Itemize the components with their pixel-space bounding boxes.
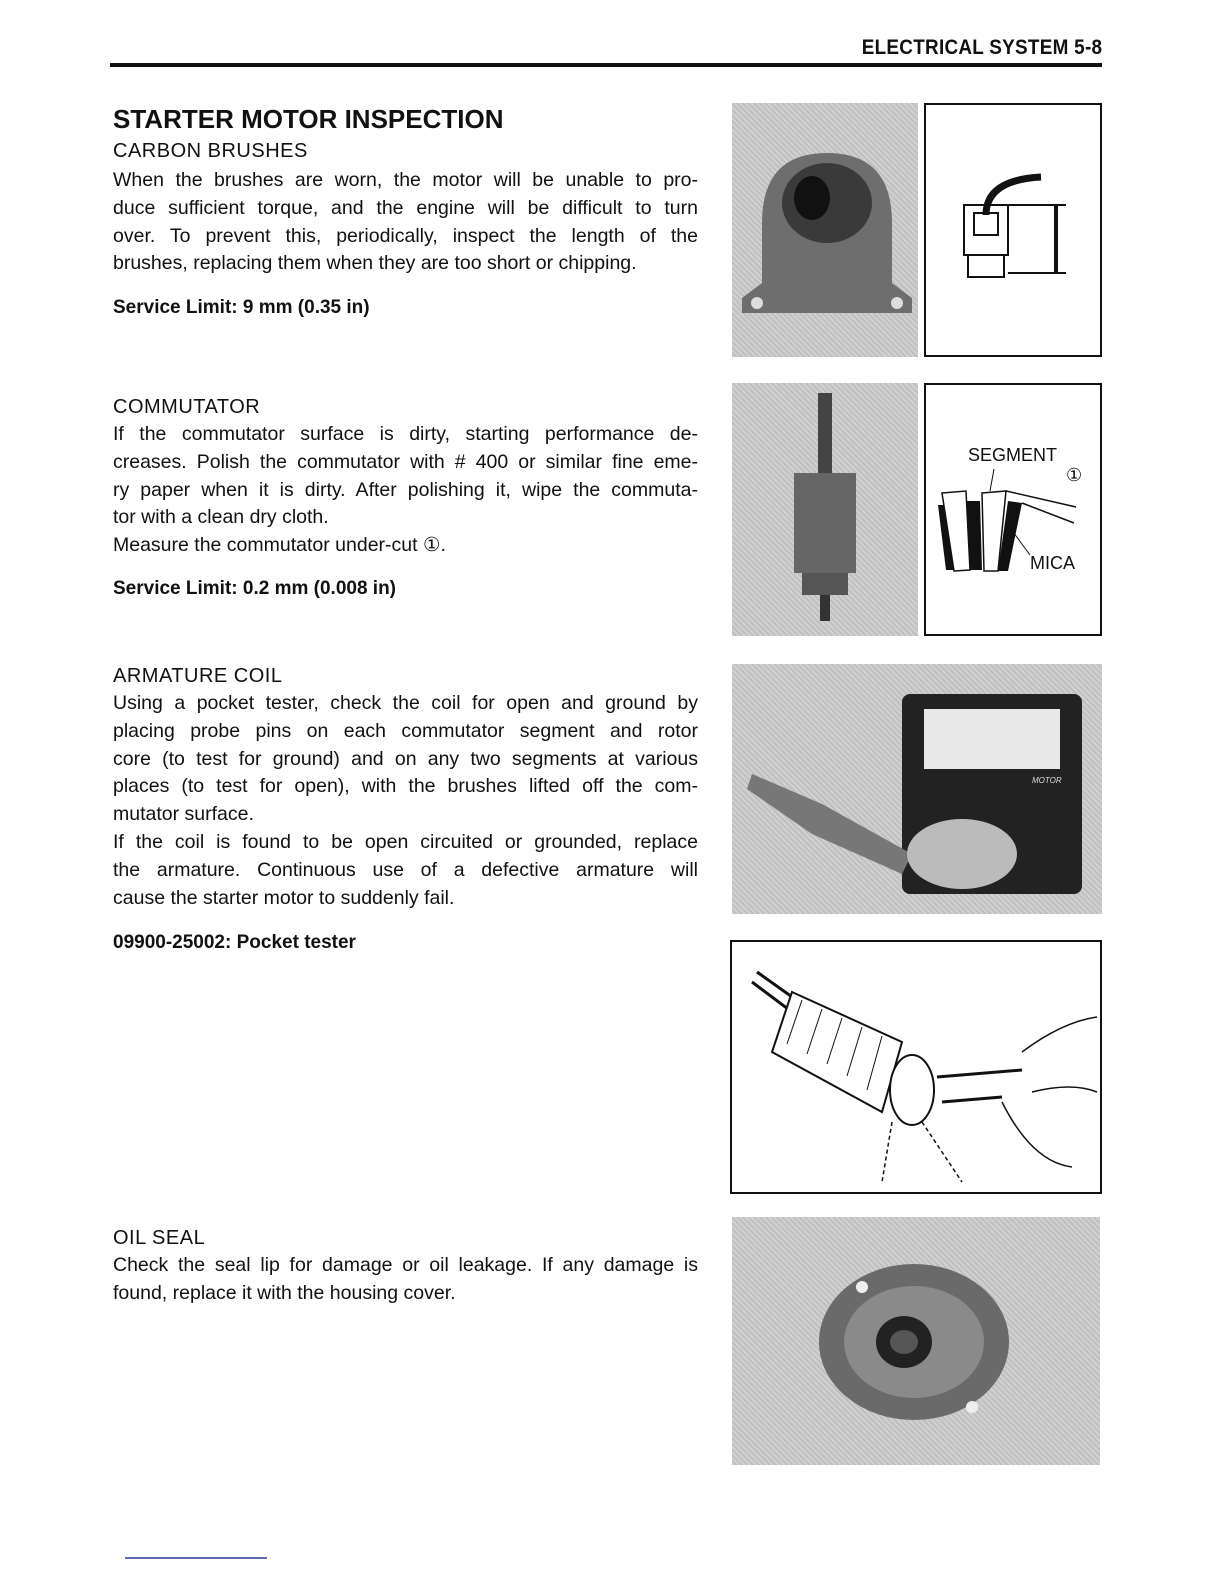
armature-paragraph	[113, 690, 698, 912]
text-line: tor with a clean dry cloth.	[113, 506, 329, 529]
text-line: over. To prevent this, periodically, inspect the length of the	[113, 224, 698, 247]
undercut-diagram	[924, 383, 1102, 636]
text-line: the armature. Continuous use of a defective armature will	[113, 858, 698, 881]
oil-seal-image	[732, 1217, 1100, 1465]
text-line: creases. Polish the commutator with # 400 or similar fine eme-	[113, 450, 698, 473]
text-line: placing probe pins on each commutator segment and rotor	[113, 719, 698, 742]
header-rule	[110, 63, 1102, 67]
heading-carbon-brushes: CARBON BRUSHES	[113, 140, 308, 162]
heading-commutator: COMMUTATOR	[113, 396, 261, 418]
page-title: STARTER MOTOR INSPECTION	[113, 104, 504, 134]
pocket-tester-tool: 09900-25002: Pocket tester	[113, 932, 356, 953]
text-line: core (to test for ground) and on any two segments at various	[113, 747, 698, 770]
text-line: brushes, replacing them when they are too short or chipping.	[113, 252, 637, 275]
brush-length-diagram	[924, 103, 1102, 357]
oil-seal-paragraph	[113, 1252, 698, 1308]
text-line: If the commutator surface is dirty, starting performance de-	[113, 423, 698, 445]
text-line: found, replace it with the housing cover.	[113, 1281, 456, 1304]
armature-test-drawing	[730, 940, 1102, 1194]
text-line: Check the seal lip for damage or oil leakage. If any damage is	[113, 1254, 698, 1276]
text-line: cause the starter motor to suddenly fail.	[113, 886, 455, 909]
heading-armature-coil: ARMATURE COIL	[113, 665, 283, 687]
callout-1: ①	[1066, 465, 1083, 485]
tester-brand-label: MOTOR	[1032, 776, 1062, 785]
pocket-tester-image	[732, 664, 1102, 914]
text-line: When the brushes are worn, the motor will be unable to pro-	[113, 169, 698, 191]
armature-photo	[732, 383, 918, 636]
text-line: places (to test for open), with the brushes lifted off the com-	[113, 775, 698, 798]
armature-image	[732, 383, 918, 636]
text-line: Measure the commutator under-cut ①.	[113, 534, 446, 557]
segment-label: SEGMENT	[968, 445, 1058, 465]
brushes-service-limit: Service Limit: 9 mm (0.35 in)	[113, 297, 370, 318]
oil-seal-photo	[732, 1217, 1100, 1465]
armature-probe-illustration	[732, 942, 1100, 1192]
heading-oil-seal: OIL SEAL	[113, 1227, 206, 1249]
segment-mica-drawing	[926, 385, 1100, 634]
footer-line	[125, 1557, 267, 1559]
commutator-paragraph	[113, 421, 698, 560]
pocket-tester-photo	[732, 664, 1102, 914]
text-line: ry paper when it is dirty. After polishing it, wipe the commuta-	[113, 478, 698, 501]
mica-label: MICA	[1030, 553, 1075, 573]
page-header: ELECTRICAL SYSTEM 5-8	[861, 36, 1102, 59]
text-line: Using a pocket tester, check the coil for open and ground by	[113, 692, 698, 714]
brush-holder-image	[732, 103, 918, 357]
brush-holder-photo	[732, 103, 918, 357]
text-line: mutator surface.	[113, 803, 254, 826]
commutator-service-limit: Service Limit: 0.2 mm (0.008 in)	[113, 578, 397, 599]
brush-diagram-drawing	[926, 105, 1100, 355]
brushes-paragraph	[113, 167, 698, 278]
text-line: If the coil is found to be open circuited or grounded, replace	[113, 830, 698, 853]
text-line: duce sufficient torque, and the engine will be difficult to turn	[113, 196, 698, 219]
